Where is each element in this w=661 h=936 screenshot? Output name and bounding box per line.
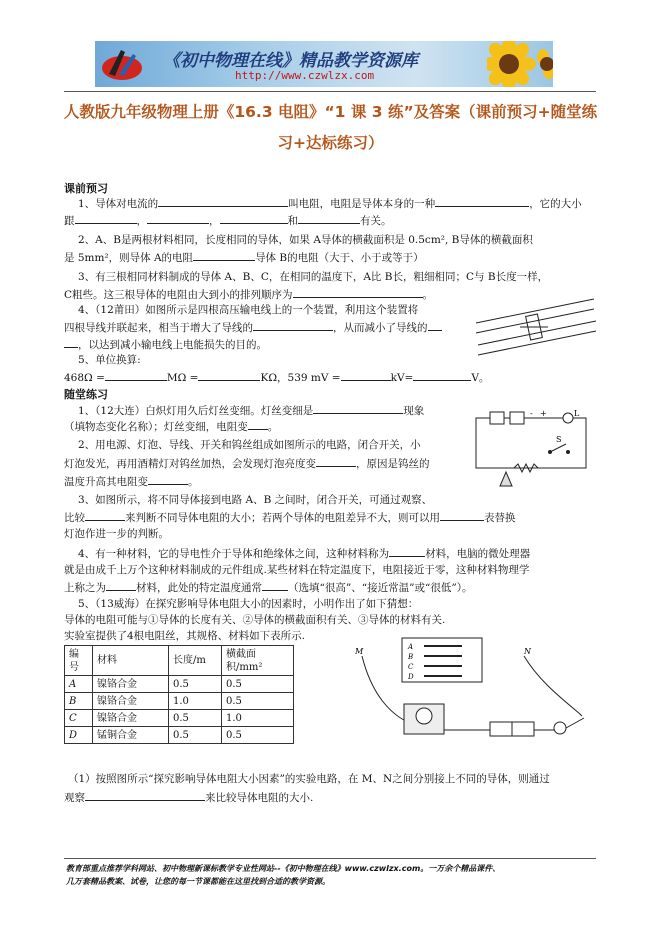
tungsten-circuit-figure	[470, 408, 596, 494]
preview-q2-line2: 是 5mm²，则导体 A的电阻 导体 B的电阻（大于、小于或等于）	[64, 252, 424, 264]
preview-q2-line1: 2、A、B是两根材料相同，长度相同的导体，如果 A导体的横截面积是 0.5cm², B导体的横截面积	[78, 234, 533, 246]
preview-q4-line1: 4、（12莆田）如图所示是四根高压输电线上的一个装置，利用这个装置将	[78, 304, 419, 316]
practice-q2-line2: 灯泡发光，再用酒精灯对钨丝加热，会发现灯泡亮度变 ，原因是钨丝的	[64, 458, 430, 470]
banner-url[interactable]: http://www.czwlzx.com	[235, 69, 375, 82]
figure-label-switch: S	[556, 435, 562, 444]
table-header-cell: 横截面积/mm²	[222, 646, 294, 676]
answer-blank[interactable]	[440, 510, 484, 521]
preview-q5-heading: 5、单位换算:	[78, 354, 141, 366]
preview-q4-line2: 四根导线并联起来，相当于增大了导线的 ，从而减小了导线的	[64, 320, 442, 335]
preview-q3-line1: 3、有三根相同材料制成的导体 A、B、C，在相同的温度下，A比 B长，粗细相同；C与 B长度一样，	[78, 271, 549, 283]
figure-label-wire-b: B	[408, 653, 414, 661]
answer-blank[interactable]	[158, 196, 288, 207]
table-row: A 镍铬合金 0.5 0.5	[65, 676, 294, 693]
footer-rule	[64, 858, 596, 859]
table-row: D 锰铜合金 0.5 0.5	[65, 727, 294, 744]
banner-title: 《初中物理在线》精品教学资源库	[163, 51, 418, 71]
practice-q5-line1: 5、（13威海）在探究影响导体电阻大小的因素时，小明作出了如下猜想：	[78, 598, 419, 610]
table-header-cell: 材料	[93, 646, 169, 676]
practice-q3-line2: 比较 来判断不同导体电阻的大小；若两个导体的电阻差异不大，则可以用 表替换	[64, 512, 516, 524]
resistance-experiment-figure	[352, 636, 597, 748]
figure-label-minus: -	[530, 409, 533, 418]
answer-blank[interactable]	[428, 320, 442, 331]
table-row: B 镍铬合金 1.0 0.5	[65, 693, 294, 710]
document-title-line1: 人教版九年级物理上册《16.3 电阻》“1 课 3 练”及答案（课前预习+随堂练	[63, 103, 598, 121]
final-question-line2: 观察 来比较导体电阻的大小.	[64, 792, 314, 804]
answer-blank[interactable]	[64, 337, 78, 348]
figure-label-wire-d: D	[408, 673, 414, 681]
table-header-cell: 长度/m	[169, 646, 222, 676]
answer-blank[interactable]	[253, 320, 333, 331]
document-title-line2: 习+达标练习）	[277, 134, 384, 152]
sunflower-icon	[487, 41, 553, 87]
preview-q5-line: 468Ω = MΩ = KΩ，539 mV = kV= V。	[64, 372, 490, 384]
practice-q4-line3: 上称之为 材料，此处的特定温度通常 （选填“很高”、“接近常温”或“很低”）。	[64, 582, 473, 594]
answer-blank[interactable]	[413, 370, 471, 381]
practice-q3-line1: 3、如图所示，将不同导体接到电路 A、B 之间时，闭合开关，可通过观察、	[78, 494, 433, 506]
logo-icon	[99, 44, 145, 84]
footer-line2: 几万套精品教案、试卷，让您的每一节课都能在这里找到合适的教学资源。	[66, 877, 330, 886]
table-row: C 镍铬合金 0.5 1.0	[65, 710, 294, 727]
final-question-line1: （1）按照图所示“探究影响导体电阻大小因素”的实验电路，在 M、N之间分别接上不同的导体，则通过	[68, 773, 550, 785]
preview-q3-line2: C粗些。这三根导体的电阻由大到小的排列顺序为 。	[64, 289, 434, 301]
answer-blank[interactable]	[193, 250, 255, 261]
footer-line1: 教育部重点推荐学科网站、初中物理新课标教学专业性网站--《初中物理在线》www.czwlzx.com。一万余个精品课件、	[66, 864, 501, 873]
preview-q4-line3: ，以达到减小输电线上电能损失的目的。	[64, 337, 267, 352]
preview-q1-line2: 跟 ， ， 和 有关。	[64, 215, 392, 227]
answer-blank[interactable]	[147, 213, 209, 224]
answer-blank[interactable]	[248, 419, 268, 430]
answer-blank[interactable]	[313, 403, 403, 414]
resistor-spec-table	[64, 645, 294, 744]
answer-blank[interactable]	[198, 370, 260, 381]
figure-label-plus: +	[540, 409, 547, 418]
answer-blank[interactable]	[105, 370, 167, 381]
practice-q3-line3: 灯泡作进一步的判断。	[64, 528, 169, 540]
answer-blank[interactable]	[435, 196, 529, 207]
answer-blank[interactable]	[389, 546, 425, 557]
section-heading-preview: 课前预习	[64, 182, 108, 195]
answer-blank[interactable]	[316, 456, 356, 467]
preview-q1-line1: 1、导体对电流的 叫电阻，电阻是导体本身的一种 ，它的大小	[78, 198, 582, 210]
answer-blank[interactable]	[106, 580, 136, 591]
answer-blank[interactable]	[148, 474, 188, 485]
power-line-figure	[474, 297, 598, 359]
answer-blank[interactable]	[85, 510, 125, 521]
answer-blank[interactable]	[220, 213, 288, 224]
practice-q4-line1: 4、有一种材料，它的导电性介于导体和绝缘体之间，这种材料称为 材料，电脑的微处理器	[78, 548, 531, 560]
answer-blank[interactable]	[75, 213, 137, 224]
header-rule	[64, 91, 596, 92]
practice-q4-line2: 就是由成千上万个这种材料制成的元件组成.某些材料在特定温度下，电阻接近于零，这种材料物理学	[64, 564, 530, 576]
section-heading-practice: 随堂练习	[64, 388, 108, 401]
practice-q5-line2: 导体的电阻可能与①导体的长度有关、②导体的横截面积有关、③导体的材料有关.	[64, 614, 446, 626]
figure-label-m: M	[355, 647, 364, 656]
figure-label-wire-a: A	[408, 643, 414, 651]
answer-blank[interactable]	[298, 213, 360, 224]
answer-blank[interactable]	[341, 370, 391, 381]
practice-q2-line3: 温度升高其电阻变 。	[64, 476, 199, 488]
practice-q1-line1: 1、（12大连）白炽灯用久后灯丝变细。灯丝变细是 现象	[78, 405, 425, 417]
figure-label-n: N	[524, 647, 531, 656]
figure-label-lamp: L	[574, 409, 580, 418]
figure-label-wire-c: C	[408, 663, 414, 671]
table-header-row	[65, 646, 294, 676]
answer-blank[interactable]	[85, 790, 205, 801]
table-header-cell: 编号	[65, 646, 93, 676]
answer-blank[interactable]	[262, 580, 288, 591]
practice-q5-line3: 实验室提供了4根电阻丝，其规格、材料如下表所示.	[64, 630, 306, 642]
answer-blank[interactable]	[293, 287, 423, 298]
header-banner	[95, 41, 553, 87]
practice-q2-line1: 2、用电源、灯泡、导线、开关和钨丝组成如图所示的电路，闭合开关，小	[78, 439, 421, 451]
practice-q1-line2: （填物态变化名称）；灯丝变细，电阻变 。	[64, 421, 279, 433]
